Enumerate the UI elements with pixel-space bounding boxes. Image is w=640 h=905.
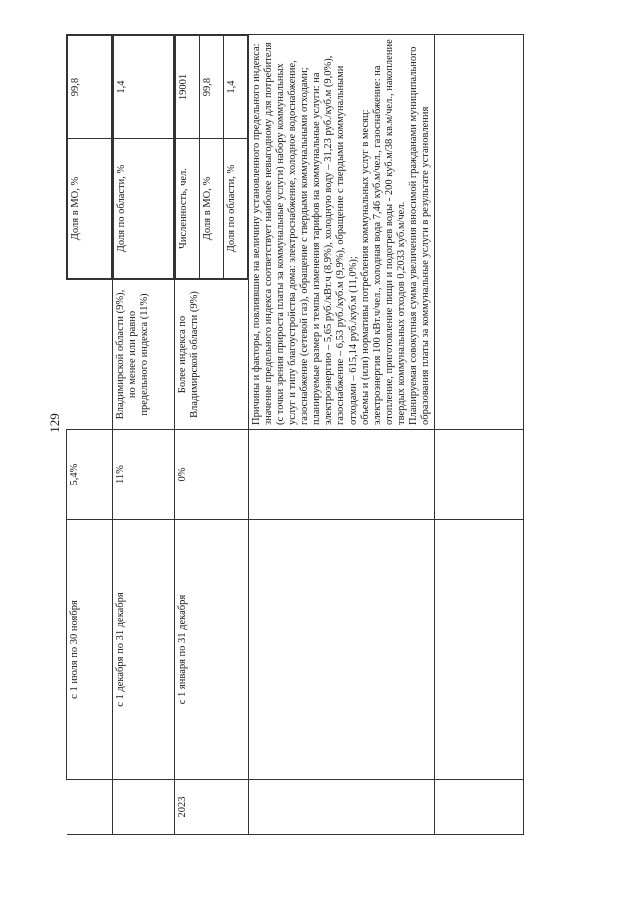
measure-label: Доля в МО, % [200, 139, 224, 279]
table-row [113, 35, 175, 835]
period-cell [434, 520, 523, 780]
factors-paragraph: Планируемая совокупная сумма увеличения вносимой гражданами муниципального образования платы за коммунальные услуги в результате установления [407, 46, 431, 425]
factors-cell [434, 35, 523, 430]
measure-label: Численность, чел. [176, 139, 200, 279]
measures-cell [67, 35, 113, 280]
measure-value: 99,8 [68, 36, 112, 139]
year-cell [67, 780, 113, 835]
measure-value: 19001 [176, 36, 200, 139]
measure-value: 99,8 [200, 36, 224, 139]
rotated-table-container [66, 35, 574, 835]
index-cell [249, 430, 435, 520]
condition-cell [67, 280, 113, 430]
table-row [249, 35, 435, 835]
table-row [434, 35, 523, 835]
year-cell [434, 780, 523, 835]
index-table [66, 34, 524, 835]
year-cell [113, 780, 175, 835]
condition-cell: Более индекса по Владимирской области (9%) [175, 280, 249, 430]
factors-paragraph: Причины и факторы, повлиявшие на величину установленного предельного индекса: [251, 43, 262, 425]
condition-cell: Владимирской области (9%), но менее или равно предельного индекса (11%) [113, 280, 175, 430]
period-cell: с 1 декабря по 31 декабря [113, 520, 175, 780]
measure-label: Доля в МО, % [68, 139, 112, 279]
year-cell [249, 780, 435, 835]
factors-paragraph: планируемые размер и темпы изменения тарифов на коммунальные услуги: на электроэнергию – 5,65 руб./кВт.ч (8,9%), холодную воду – 31,23 руб./куб.м (9,0%), газоснабжение – 6,53 руб./куб.м (9,9%), обращение с твердыми коммунальными отходами – 615,14 руб./куб.м (11,0%); [311, 55, 359, 425]
factors-cell [249, 35, 435, 430]
measure-value: 1,4 [224, 36, 248, 139]
measure-label: Доля по области, % [114, 139, 174, 279]
index-cell [434, 430, 523, 520]
index-cell: 0% [175, 430, 249, 520]
page-number: 129 [47, 413, 62, 433]
factors-paragraph: объемы и (или) нормативы потребления коммунальных услуг в месяц: электроэнергия 100 кВт.ч/чел., холодная вода 7,46 куб.м/чел., газоснабжение: на отопление, приготовление пищи и подогрев воды - 200 куб.м/38 кв.м/чел., накопление твердых коммунальных отходов 0,2033 куб.м/чел. [359, 39, 407, 425]
year-cell: 2023 [175, 780, 249, 835]
measures-cell [113, 35, 175, 280]
measure-label: Доля по области, % [224, 139, 248, 279]
period-cell [249, 520, 435, 780]
measure-value: 1,4 [114, 36, 174, 139]
table-row [67, 35, 113, 835]
period-cell: с 1 июля по 30 ноября [67, 520, 113, 780]
index-cell: 5,4% [67, 430, 113, 520]
measures-cell [175, 35, 249, 280]
table-row [175, 35, 249, 835]
factors-paragraph: значение предельного индекса соответствует наиболее невыгодному для потребителя (с точки зрения прироста платы за коммунальные услуги) набору коммунальных услуг и типу благоустройства дома: электроснабжение, холодное водоснабжение, газоснабжение (сетевой газ), обращение с твердыми коммунальными отходами; [263, 42, 311, 425]
period-cell: с 1 января по 31 декабря [175, 520, 249, 780]
index-cell: 11% [113, 430, 175, 520]
